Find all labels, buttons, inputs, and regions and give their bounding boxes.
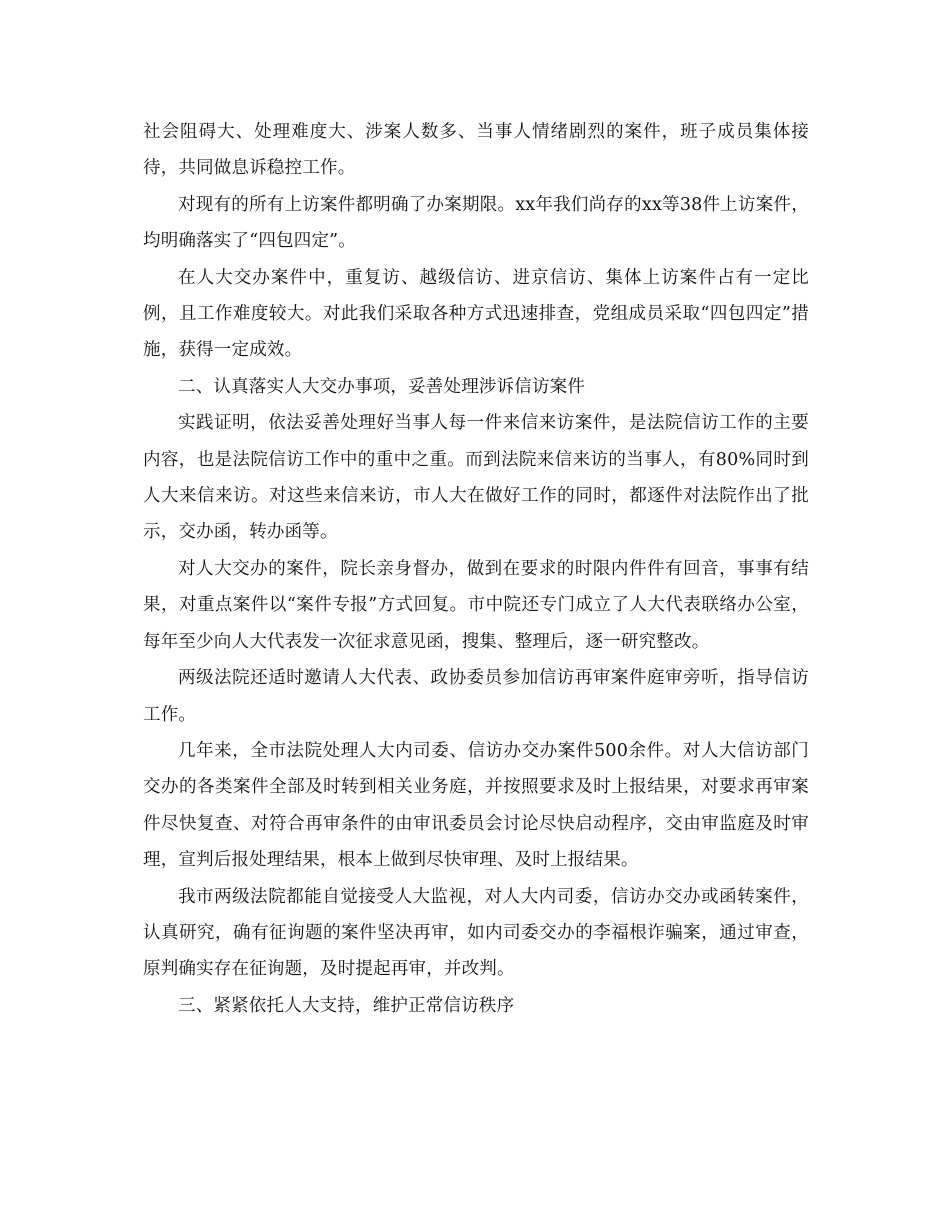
paragraph-invite-deputies: 两级法院还适时邀请人大代表、政协委员参加信访再审案件庭审旁听，指导信访工作。: [143, 668, 809, 725]
document-body: [143, 114, 809, 1024]
paragraph-continuation: 社会阻碍大、处理难度大、涉案人数多、当事人情绪剧烈的案件，班子成员集体接待，共同做息诉稳控工作。: [143, 122, 809, 179]
paragraph-recent-years: 几年来，全市法院处理人大内司委、信访办交办案件500余件。对人大信访部门交办的各类案件全部及时转到相关业务庭，并按照要求及时上报结果，对要求再审案件尽快复查、对符合再审条件的由审讯委员会讨论尽快启动程序，交由审监庭及时审理，宣判后报处理结果，根本上做到尽快审理、及时上报结果。: [143, 740, 809, 871]
paragraph-case-deadline: 对现有的所有上访案件都明确了办案期限。xx年我们尚存的xx等38件上访案件，均明确落实了“四包四定”。: [143, 194, 809, 252]
section-heading-two: 二、认真落实人大交办事项，妥善处理涉诉信访案件: [178, 376, 586, 397]
paragraph-accept-supervision: 我市两级法院都能自觉接受人大监视，对人大内司委，信访办交办或函转案件，认真研究，确有征询题的案件坚决再审，如内司委交办的李福根诈骗案，通过审查，原判确实存在征询题，及时提起再审，并改判。: [143, 886, 809, 980]
paragraph-npc-cases: 在人大交办案件中，重复访、越级信访、进京信访、集体上访案件占有一定比例，且工作难度较大。对此我们采取各种方式迅速排查，党组成员采取“四包四定”措施，获得一定成效。: [143, 267, 809, 361]
paragraph-practice-proves: 实践证明，依法妥善处理好当事人每一件来信来访案件，是法院信访工作的主要内容，也是法院信访工作中的重中之重。而到法院来信来访的当事人，有80%同时到人大来信来访。对这些来信来访，市人大在做好工作的同时，都逐件对法院作出了批示，交办函，转办函等。: [143, 413, 809, 543]
section-heading-three: 三、紧紧依托人大支持，维护正常信访秩序: [178, 995, 515, 1016]
paragraph-president-supervision: 对人大交办的案件，院长亲身督办，做到在要求的时限内件件有回音，事事有结果，对重点案件以“案件专报”方式回复。市中院还专门成立了人大代表联络办公室，每年至少向人大代表发一次征求意见函，搜集、整理后，逐一研究整改。: [143, 558, 809, 652]
